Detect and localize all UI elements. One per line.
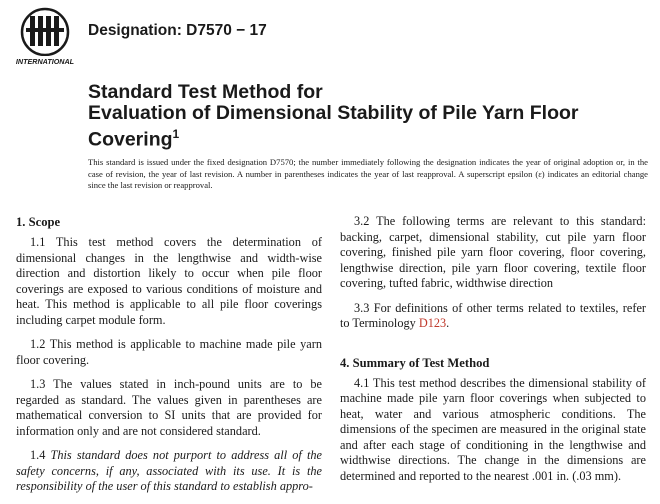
paragraph-3-3-end: . — [446, 316, 450, 330]
paragraph-1-1: 1.1 This test method covers the determination of dimensional changes in the lengthwise and width-wise direction and distortion likely to occur when pile floor coverings are exposed to various conditions of moisture and heat. This method is applicable to all pile floor coverings including carpet module form. — [16, 235, 322, 327]
title-line-3: Covering — [88, 128, 173, 151]
paragraph-4-1: 4.1 This test method describes the dimensional stability of machine made pile yarn floor coverings when subjected to heat, water and various atmospheric conditions. The dimensions of the specimen are measured in the original state and after each stage of conditioning in the lengthwise and widthwise directions. The change in the dimensions are determined and reported to the nearest .001 in. (.03 mm). — [340, 375, 646, 483]
paragraph-1-4 — [16, 448, 322, 495]
paragraph-3-2: 3.2 The following terms are relevant to this standard: backing, carpet, dimensional stability, cut pile yarn floor covering, finished pile yarn floor covering, floor covering, lengthwise direction, pile yarn floor covering, textile floor covering, tufted fabric, widthwise direction — [340, 214, 646, 290]
logo-text: INTERNATIONAL — [15, 57, 75, 66]
paragraph-3-3-text: 3.3 For definitions of other terms related to textiles, refer to Terminology — [340, 300, 646, 330]
designation: Designation: D7570 − 17 — [88, 22, 267, 39]
document-title — [88, 82, 648, 151]
title-footnote-mark[interactable]: 1 — [172, 127, 180, 141]
paragraph-1-4-text: This standard does not purport to address all of the safety concerns, if any, associated with its use. It is the responsibility of the user of this standard to establish appro- — [16, 448, 322, 493]
section-1-heading: 1. Scope — [16, 215, 61, 229]
astm-logo-graphic — [12, 6, 78, 68]
title-line-1: Standard Test Method for — [88, 81, 323, 103]
paragraph-1-2: 1.2 This method is applicable to machine made pile yarn floor covering. — [16, 337, 322, 367]
paragraph-1-3: 1.3 The values stated in inch-pound units are to be regarded as standard. The values given in parentheses are mathematical conversion to SI units that are provided for information only and are not considered standard. — [16, 377, 322, 438]
right-column — [340, 214, 646, 493]
paragraph-3-3 — [340, 301, 646, 332]
section-spacer — [340, 341, 646, 355]
astm-logo — [12, 6, 78, 68]
title-line-2: Evaluation of Dimensional Stability of Pile Yarn Floor — [88, 102, 579, 124]
standard-notice: This standard is issued under the fixed designation D7570; the number immediately following the designation indicates the year of original adoption or, in the case of revision, the year of last revision. A number in parentheses indicates the year of last reapproval. A superscript epsilon (ε) indicates an editorial change since the last revision or reapproval. — [88, 157, 648, 191]
terminology-d123-link[interactable]: D123 — [418, 316, 447, 330]
left-column — [16, 214, 322, 504]
paragraph-1-4-number: 1.4 — [30, 448, 46, 462]
section-4-heading: 4. Summary of Test Method — [340, 355, 490, 370]
